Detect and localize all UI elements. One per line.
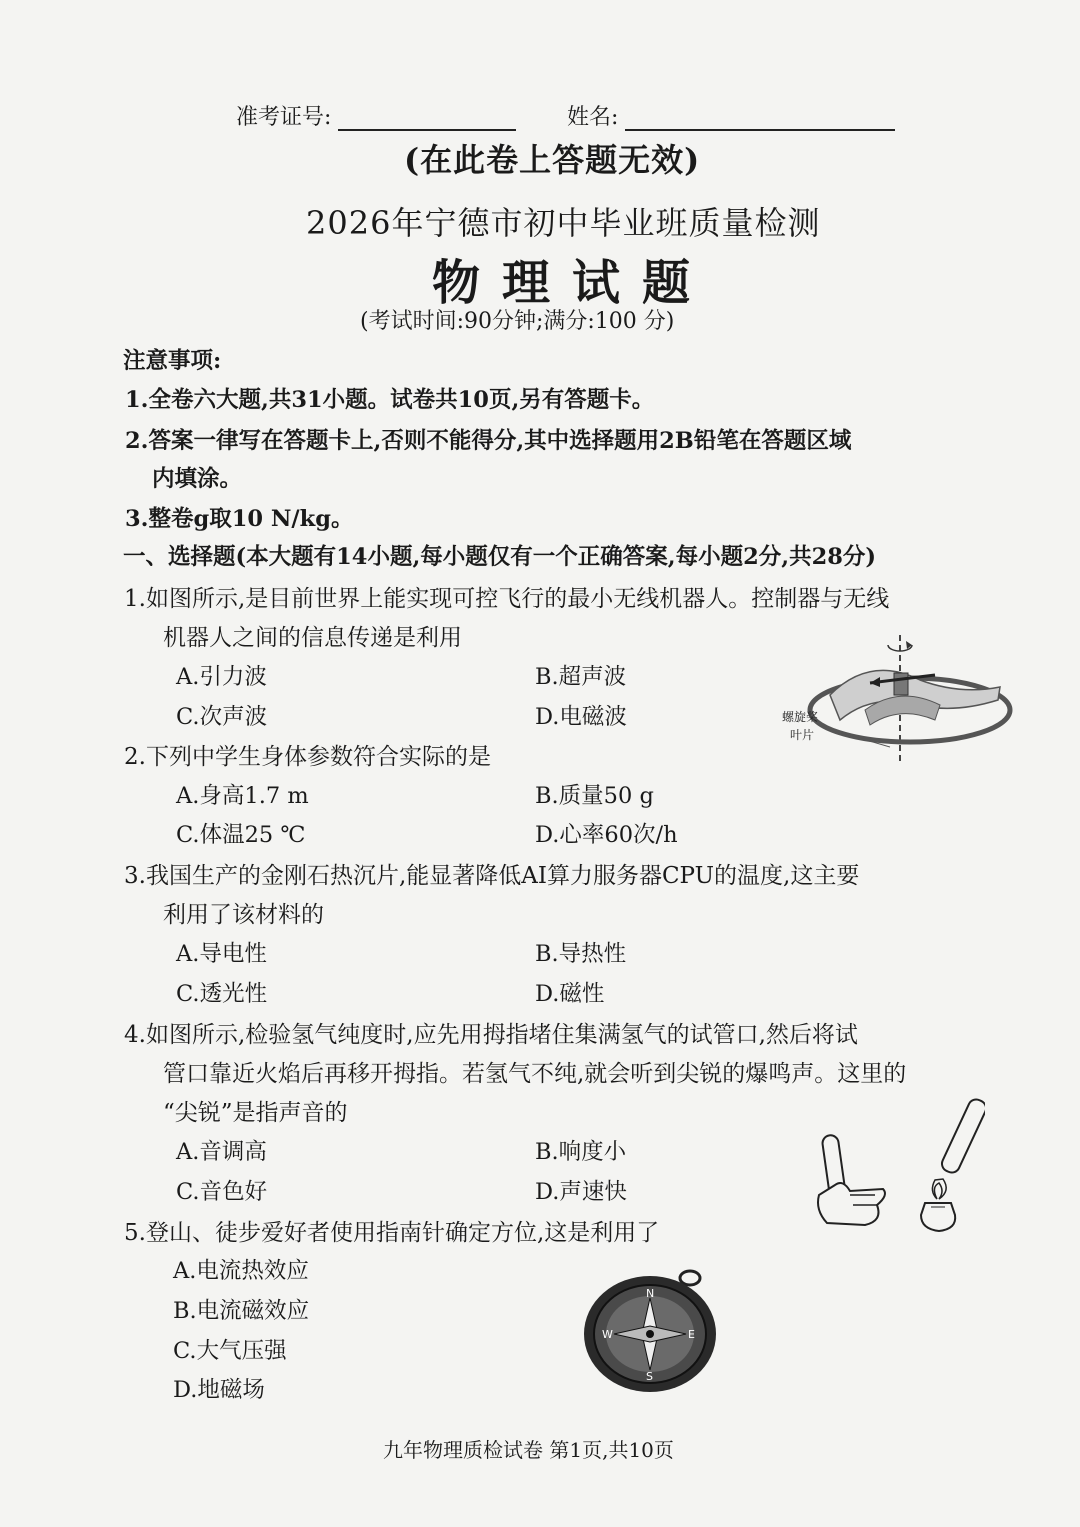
q4-option-b: B.响度小: [535, 1139, 627, 1165]
compass-letter-e: E: [688, 1328, 695, 1341]
question-2-text: 2.下列中学生身体参数符合实际的是: [124, 744, 491, 770]
q3-option-a: A.导电性: [176, 941, 267, 967]
question-1-text: 机器人之间的信息传递是利用: [163, 625, 462, 651]
question-4-text: “尖锐”是指声音的: [163, 1100, 348, 1126]
q5-option-d: D.地磁场: [173, 1377, 265, 1403]
section-heading: 一、选择题(本大题有14小题,每小题仅有一个正确答案,每小题2分,共28分): [123, 544, 877, 570]
subject-title: 物理试题: [432, 255, 713, 311]
test-tube-figure: [805, 1095, 985, 1235]
page-footer: 九年物理质检试卷 第1页,共10页: [383, 1438, 674, 1462]
micro-robot-figure: [770, 625, 1015, 770]
exam-time-info: (考试时间:90分钟;满分:100 分): [360, 309, 675, 334]
q5-option-b: B.电流磁效应: [173, 1298, 310, 1324]
q5-option-c: C.大气压强: [173, 1338, 287, 1364]
question-1-text: 1.如图所示,是目前世界上能实现可控飞行的最小无线机器人。控制器与无线: [124, 586, 890, 612]
question-5-text: 5.登山、徒步爱好者使用指南针确定方位,这是利用了: [124, 1220, 660, 1246]
note-item: 3.整卷g取10 N/kg。: [125, 506, 354, 532]
q1-option-d: D.电磁波: [535, 704, 627, 730]
q4-option-a: A.音调高: [176, 1139, 267, 1165]
propeller-label: 螺旋桨: [782, 710, 819, 724]
invalid-notice: (在此卷上答题无效): [404, 141, 701, 179]
q5-option-a: A.电流热效应: [173, 1258, 309, 1284]
name-blank: [625, 103, 895, 131]
name-field: [567, 100, 895, 131]
compass-letter-n: N: [646, 1287, 655, 1300]
q2-option-a: A.身高1.7 m: [176, 783, 309, 809]
q3-option-b: B.导热性: [535, 941, 627, 967]
q1-option-a: A.引力波: [176, 664, 267, 690]
note-item: 1.全卷六大题,共31小题。试卷共10页,另有答题卡。: [125, 387, 655, 413]
question-3-text: 3.我国生产的金刚石热沉片,能显著降低AI算力服务器CPU的温度,这主要: [124, 863, 860, 889]
q4-option-c: C.音色好: [176, 1179, 268, 1205]
q2-option-c: C.体温25 ℃: [176, 822, 306, 848]
exam-title: 2026年宁德市初中毕业班质量检测: [306, 204, 821, 242]
q2-option-d: D.心率60次/h: [535, 822, 678, 848]
q1-option-b: B.超声波: [535, 664, 627, 690]
q1-option-c: C.次声波: [176, 704, 268, 730]
compass-letter-s: S: [646, 1370, 653, 1383]
note-item: 2.答案一律写在答题卡上,否则不能得分,其中选择题用2B铅笔在答题区域: [125, 428, 852, 454]
q3-option-d: D.磁性: [535, 981, 605, 1007]
ticket-number-label: 准考证号:: [236, 105, 332, 130]
ticket-number-field: [236, 100, 516, 131]
question-4-text: 4.如图所示,检验氢气纯度时,应先用拇指堵住集满氢气的试管口,然后将试: [124, 1022, 858, 1048]
q3-option-c: C.透光性: [176, 981, 268, 1007]
q4-option-d: D.声速快: [535, 1179, 627, 1205]
q2-option-b: B.质量50 g: [535, 783, 654, 809]
question-3-text: 利用了该材料的: [163, 902, 324, 928]
name-label: 姓名:: [567, 105, 619, 130]
blade-label: 叶片: [790, 728, 815, 742]
compass-figure: [580, 1268, 720, 1398]
question-4-text: 管口靠近火焰后再移开拇指。若氢气不纯,就会听到尖锐的爆鸣声。这里的: [163, 1061, 907, 1087]
note-item: 内填涂。: [152, 466, 243, 492]
compass-letter-w: W: [602, 1328, 613, 1341]
notes-heading: 注意事项:: [123, 348, 222, 374]
ticket-number-blank: [338, 103, 516, 131]
